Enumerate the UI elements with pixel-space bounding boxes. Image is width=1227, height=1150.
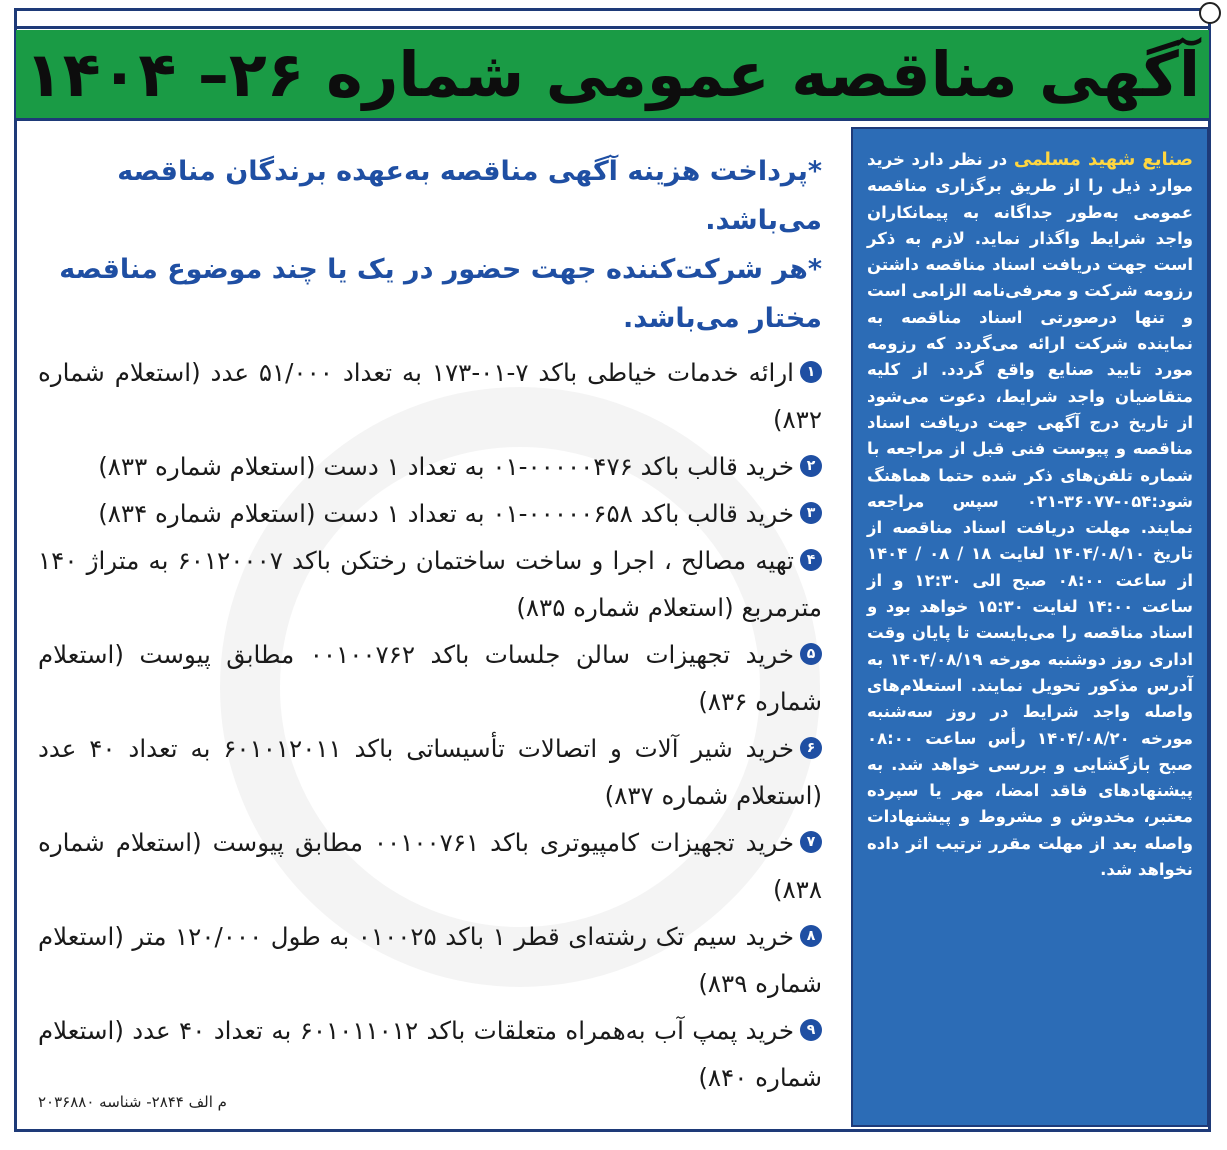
item-text: خرید شیر آلات و اتصالات تأسیساتی باکد ۶۰۱۰۱۲۰۱۱ به تعداد ۴۰ عدد (استعلام شماره ۸۳۷) — [38, 734, 822, 810]
tender-item — [38, 443, 822, 490]
item-text: خرید سیم تک رشته‌ای قطر ۱ باکد ۰۱۰۰۲۵ به طول ۱۲۰/۰۰۰ متر (استعلام شماره ۸۳۹) — [38, 922, 822, 998]
item-text: ارائه خدمات خیاطی باکد ۷-۰۱-۱۷۳ به تعداد ۵۱/۰۰۰ عدد (استعلام شماره ۸۳۲) — [38, 358, 822, 434]
item-number-badge: ۹ — [800, 1019, 822, 1041]
item-number-badge: ۶ — [800, 737, 822, 759]
item-text: خرید پمپ آب به‌همراه متعلقات باکد ۶۰۱۰۱۱۰۱۲ به تعداد ۴۰ عدد (استعلام شماره ۸۴۰) — [38, 1016, 822, 1092]
tender-item — [38, 1007, 822, 1101]
item-text: خرید تجهیزات کامپیوتری باکد ۰۰۱۰۰۷۶۱ مطابق پیوست (استعلام شماره ۸۳۸) — [38, 828, 822, 904]
tender-items-list — [38, 349, 822, 1101]
company-name: صنایع شهید مسلمی — [1013, 149, 1193, 170]
tender-item — [38, 490, 822, 537]
top-rule — [14, 26, 1211, 29]
conditions-text: در نظر دارد خرید موارد ذیل را از طریق برگزاری مناقصه عمومی به‌طور جداگانه به پیمانکاران واجد شرایط واگذار نماید. لازم به ذکر است جهت دریافت اسناد مناقصه داشتن رزومه شرکت و معرفی‌نامه الزامی است و تنها درصورتی اسناد مناقصه به نماینده شرکت ارائه می‌گردد که رزومه مورد تایید صنایع واقع گردد. از کلیه متقاضیان واجد شرایط، دعوت می‌شود از تاریخ درج آگهی جهت دریافت اسناد مناقصه و پیوست فنی قبل از مراجعه با شماره تلفن‌های ذکر شده حتما هماهنگ شود:۰۵۴-۳۶۰۷۷-۰۲۱ سپس مراجعه نمایند. مهلت دریافت اسناد مناقصه از تاریخ ۱۴۰۴/۰۸/۱۰ لغایت ۱۸ / ۰۸ / ۱۴۰۴ از ساعت ۰۸:۰۰ صبح الی ۱۲:۳۰ و از ساعت ۱۴:۰۰ لغایت ۱۵:۳۰ خواهد بود و اسناد مناقصه را می‌بایست تا پایان وقت اداری روز دوشنبه مورخه ۱۴۰۴/۰۸/۱۹ به آدرس مذکور تحویل نمایند. استعلام‌های واصله واجد شرایط در روز سه‌شنبه مورخه ۱۴۰۴/۰۸/۲۰ رأس ساعت ۰۸:۰۰ صبح بازگشایی و بررسی خواهد شد. به پیشنهادهای فاقد امضا، مهر یا سپرده معتبر، مخدوش و مشروط و پیشنهادات واصله بعد از مهلت مقرر ترتیب اثر داده نخواهد شد. — [867, 150, 1194, 880]
tender-item — [38, 537, 822, 631]
notice-title: آگهی مناقصه عمومی شماره ۲۶– ۱۴۰۴ — [24, 37, 1201, 111]
item-text: خرید تجهیزات سالن جلسات باکد ۰۰۱۰۰۷۶۲ مطابق پیوست (استعلام شماره ۸۳۶) — [38, 640, 822, 716]
item-number-badge: ۸ — [800, 925, 822, 947]
item-text: خرید قالب باکد ۰۰۰۰۰۴۷۶-۰۱ به تعداد ۱ دست (استعلام شماره ۸۳۳) — [98, 452, 794, 481]
item-text: تهیه مصالح ، اجرا و ساخت ساختمان رختکن باکد ۶۰۱۲۰۰۰۷ به متراژ ۱۴۰ مترمربع (استعلام شماره ۸۳۵) — [38, 546, 822, 622]
item-number-badge: ۱ — [800, 361, 822, 383]
item-text: خرید قالب باکد ۰۰۰۰۰۶۵۸-۰۱ به تعداد ۱ دست (استعلام شماره ۸۳۴) — [98, 499, 794, 528]
note-cost: *پرداخت هزینه آگهی مناقصه به‌عهده برندگان مناقصه می‌باشد. — [117, 156, 822, 236]
conditions-sidebar — [851, 127, 1209, 1127]
conditions-paragraph — [867, 147, 1193, 883]
item-number-badge: ۴ — [800, 549, 822, 571]
item-number-badge: ۵ — [800, 643, 822, 665]
items-panel — [30, 127, 830, 1117]
notice-header — [16, 30, 1209, 121]
note-participation: *هر شرکت‌کننده جهت حضور در یک یا چند موضوع مناقصه مختار می‌باشد. — [59, 254, 822, 334]
tender-item — [38, 631, 822, 725]
item-number-badge: ۲ — [800, 455, 822, 477]
publication-code: م الف ۲۸۴۴- شناسه ۲۰۳۶۸۸۰ — [38, 1093, 227, 1111]
corner-circle-mark — [1199, 2, 1221, 24]
item-number-badge: ۳ — [800, 502, 822, 524]
tender-item — [38, 725, 822, 819]
tender-item — [38, 913, 822, 1007]
item-number-badge: ۷ — [800, 831, 822, 853]
tender-item — [38, 819, 822, 913]
tender-item — [38, 349, 822, 443]
